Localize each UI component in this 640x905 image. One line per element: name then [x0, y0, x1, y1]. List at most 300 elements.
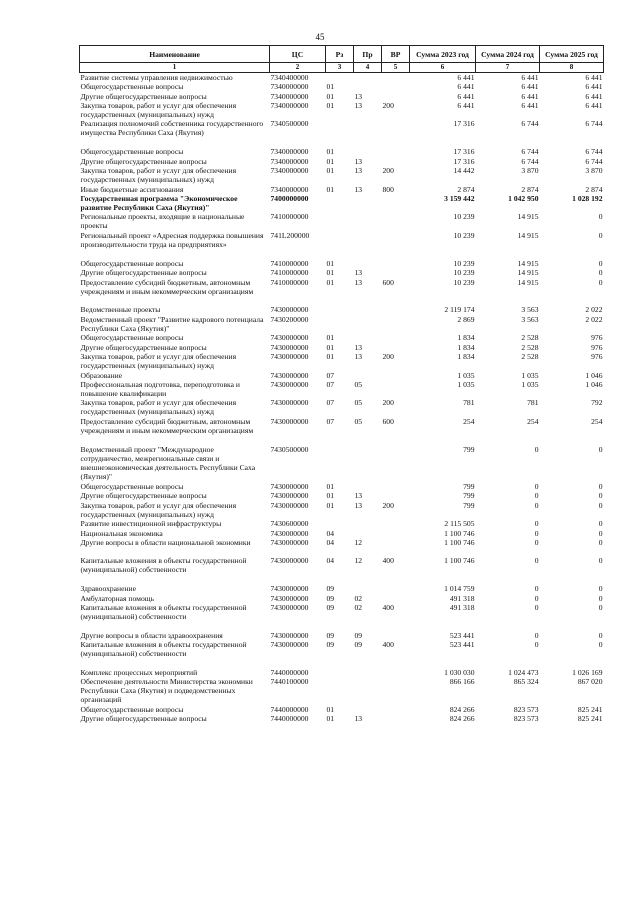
col-number: 4: [354, 63, 382, 73]
row-sum-2024: 0: [534, 519, 539, 529]
row-pr-code: [354, 668, 382, 677]
row-sum-2025: 0: [598, 258, 603, 268]
table-row: [80, 147, 604, 156]
row-name: Закупка товаров, работ и услуг для обеспечения государственных (муниципальных) нужд: [80, 398, 237, 417]
row-pr-code: [354, 482, 382, 491]
row-cs-code: 7430000000: [270, 416, 309, 426]
row-sum-2025: 6 441: [585, 82, 603, 92]
row-sum-2023: 1 014 759: [444, 584, 475, 594]
row-sum-2025: 0: [598, 277, 603, 287]
row-rz-code: 07: [326, 416, 335, 426]
row-pr-code: 12: [354, 537, 363, 547]
row-vr-code: [382, 194, 410, 213]
row-cs-code: 7440000000: [270, 714, 309, 724]
row-vr-code: [382, 529, 410, 538]
row-pr-code: [354, 305, 382, 314]
row-sum-2023: 1 100 746: [444, 537, 475, 547]
row-name: Иные бюджетные ассигнования: [80, 184, 184, 194]
row-rz-code: [326, 315, 354, 334]
row-cs-code: 7340000000: [270, 91, 309, 101]
row-name: Образование: [80, 370, 123, 380]
budget-table: [79, 45, 604, 724]
row-vr-code: 400: [382, 556, 394, 566]
table-row: [80, 482, 604, 491]
row-sum-2023: 10 239: [453, 231, 475, 241]
row-cs-code: 7430000000: [270, 500, 309, 510]
row-sum-2025: 0: [598, 584, 603, 594]
row-vr-code: [382, 119, 410, 147]
row-pr-code: 09: [354, 630, 363, 640]
row-sum-2024: 2 528: [521, 351, 539, 361]
table-row: [80, 343, 604, 352]
row-rz-code: 01: [326, 184, 335, 194]
row-pr-code: [354, 315, 382, 334]
row-sum-2023: 2 115 505: [444, 519, 475, 529]
row-sum-2024: 3 870: [521, 165, 539, 175]
row-sum-2023: 3 159 442: [444, 193, 475, 203]
spacer-row: [80, 436, 604, 445]
row-sum-2024: 3 563: [521, 305, 539, 315]
row-name: Ведомственный проект "Развитие кадрового потенциала Республики Саха (Якутия)": [80, 314, 264, 333]
row-sum-2023: 1 035: [457, 379, 475, 389]
spacer-cell: [80, 575, 604, 584]
row-pr-code: [354, 212, 382, 231]
row-sum-2023: 17 316: [453, 119, 475, 129]
table-row: [80, 584, 604, 593]
row-sum-2024: 1 035: [521, 370, 539, 380]
row-cs-code: 7430000000: [270, 602, 309, 612]
row-rz-code: 01: [326, 342, 335, 352]
row-rz-code: 09: [326, 630, 335, 640]
row-cs-code: 7430000000: [270, 379, 309, 389]
row-pr-code: 05: [354, 379, 363, 389]
row-pr-code: 13: [354, 714, 363, 724]
row-name: Ведомственные проекты: [80, 305, 161, 315]
row-sum-2025: 1 028 192: [572, 193, 603, 203]
row-pr-code: 05: [354, 416, 363, 426]
row-sum-2024: 14 915: [517, 277, 539, 287]
row-rz-code: 01: [326, 100, 335, 110]
row-pr-code: 12: [354, 556, 363, 566]
table-row: [80, 259, 604, 268]
row-sum-2024: 6 441: [521, 100, 539, 110]
row-cs-code: 7430000000: [270, 333, 309, 343]
page-number: 45: [315, 32, 325, 42]
table-row: [80, 73, 604, 83]
row-vr-code: 800: [382, 184, 394, 194]
row-name: Амбулаторная помощь: [80, 593, 155, 603]
row-sum-2025: 0: [598, 537, 603, 547]
row-pr-code: 13: [354, 500, 363, 510]
col-header-rz: Рз: [326, 46, 354, 63]
row-sum-2025: 0: [598, 444, 603, 454]
row-cs-code: 7430000000: [270, 630, 309, 640]
row-cs-code: 7430000000: [270, 528, 309, 538]
row-sum-2023: 2 869: [457, 314, 475, 324]
row-sum-2024: 0: [534, 630, 539, 640]
row-name: Обеспечение деятельности Министерства экономики Республики Саха (Якутия) и подведомственных организаций: [80, 677, 253, 705]
row-vr-code: 200: [382, 500, 394, 510]
table-row: [80, 640, 604, 659]
row-pr-code: [354, 333, 382, 342]
table-row: [80, 92, 604, 101]
row-cs-code: 7430000000: [270, 537, 309, 547]
row-sum-2023: 799: [463, 482, 475, 492]
row-sum-2025: 976: [591, 333, 603, 343]
row-sum-2024: 0: [534, 491, 539, 501]
row-name: Государственная программа "Экономическое развитие Республики Саха (Якутия)": [80, 193, 238, 212]
col-number: 1: [80, 63, 270, 73]
row-vr-code: 600: [382, 277, 394, 287]
row-sum-2023: 781: [463, 398, 475, 408]
table-row: [80, 278, 604, 297]
row-pr-code: [354, 371, 382, 380]
row-sum-2025: 0: [598, 630, 603, 640]
table-body: [80, 73, 604, 724]
row-sum-2023: 10 239: [453, 268, 475, 278]
row-sum-2025: 0: [598, 482, 603, 492]
row-cs-code: 7430000000: [270, 370, 309, 380]
row-pr-code: [354, 519, 382, 528]
row-sum-2024: 6 441: [521, 82, 539, 92]
row-sum-2025: 0: [598, 519, 603, 529]
row-pr-code: 13: [354, 91, 363, 101]
row-rz-code: 09: [326, 584, 335, 594]
spacer-cell: [80, 547, 604, 556]
row-sum-2024: 0: [534, 584, 539, 594]
row-vr-code: 600: [382, 416, 394, 426]
row-vr-code: [382, 259, 410, 268]
row-pr-code: [354, 259, 382, 268]
row-sum-2024: 0: [534, 640, 539, 650]
row-pr-code: 13: [354, 184, 363, 194]
spacer-row: [80, 622, 604, 631]
row-vr-code: [382, 538, 410, 547]
row-pr-code: [354, 445, 382, 482]
row-sum-2025: 0: [598, 268, 603, 278]
row-name: Закупка товаров, работ и услуг для обеспечения государственных (муниципальных) нужд: [80, 100, 237, 119]
row-sum-2025: 6 744: [585, 156, 603, 166]
table-row: [80, 82, 604, 91]
table-row: [80, 231, 604, 259]
table-row: [80, 491, 604, 500]
row-sum-2025: 976: [591, 342, 603, 352]
row-cs-code: 7410000000: [270, 212, 309, 222]
row-name: Общегосударственные вопросы: [80, 482, 184, 492]
row-pr-code: [354, 529, 382, 538]
row-rz-code: 01: [326, 156, 335, 166]
row-sum-2025: 0: [598, 528, 603, 538]
row-sum-2023: 491 318: [449, 602, 475, 612]
row-vr-code: [382, 482, 410, 491]
row-name: Предоставление субсидий бюджетным, автономным учреждениям и иным некоммерческим организациям: [80, 277, 254, 296]
spacer-row: [80, 575, 604, 584]
table-row: [80, 668, 604, 677]
row-vr-code: [382, 212, 410, 231]
col-number: 2: [270, 63, 326, 73]
row-cs-code: 7340000000: [270, 165, 309, 175]
row-sum-2023: 523 441: [449, 640, 475, 650]
row-vr-code: [382, 491, 410, 500]
row-cs-code: 7430000000: [270, 556, 309, 566]
row-sum-2023: 491 318: [449, 593, 475, 603]
row-vr-code: [382, 73, 410, 83]
row-sum-2025: 0: [598, 593, 603, 603]
row-sum-2023: 6 441: [457, 73, 475, 82]
row-rz-code: 09: [326, 593, 335, 603]
spacer-cell: [80, 296, 604, 305]
row-sum-2023: 10 239: [453, 258, 475, 268]
row-cs-code: 7410000000: [270, 258, 309, 268]
col-header-sum-2024: Сумма 2024 год: [476, 46, 540, 63]
row-rz-code: [326, 194, 354, 213]
row-sum-2025: 0: [598, 212, 603, 222]
col-header-cs: ЦС: [270, 46, 326, 63]
row-rz-code: 01: [326, 258, 335, 268]
table-row: [80, 631, 604, 640]
row-pr-code: 13: [354, 342, 363, 352]
col-number: 6: [410, 63, 476, 73]
table-row: [80, 305, 604, 314]
table-row: [80, 603, 604, 622]
table-row: [80, 594, 604, 603]
row-sum-2024: 6 744: [521, 147, 539, 157]
row-name: Другие общегосударственные вопросы: [80, 491, 207, 501]
row-sum-2024: 254: [527, 416, 539, 426]
table-row: [80, 705, 604, 714]
row-vr-code: [382, 584, 410, 593]
row-name: Другие общегосударственные вопросы: [80, 342, 207, 352]
row-sum-2023: 1 100 746: [444, 556, 475, 566]
row-sum-2025: 0: [598, 491, 603, 501]
row-sum-2024: 14 915: [517, 268, 539, 278]
row-cs-code: 7440100000: [270, 677, 309, 687]
row-sum-2024: 1 035: [521, 379, 539, 389]
table-row: [80, 529, 604, 538]
row-sum-2023: 1 030 030: [444, 668, 475, 677]
row-rz-code: 04: [326, 556, 335, 566]
row-sum-2023: 824 266: [449, 714, 475, 724]
row-sum-2023: 2 874: [457, 184, 475, 194]
row-cs-code: 7430000000: [270, 640, 309, 650]
row-sum-2023: 866 166: [449, 677, 475, 687]
row-vr-code: [382, 594, 410, 603]
row-cs-code: 7340000000: [270, 184, 309, 194]
row-cs-code: 7340500000: [270, 119, 309, 129]
row-vr-code: [382, 231, 410, 259]
table-row: [80, 445, 604, 482]
row-sum-2024: 14 915: [517, 231, 539, 241]
row-sum-2023: 1 100 746: [444, 528, 475, 538]
row-name: Другие вопросы в области национальной экономики: [80, 537, 251, 547]
row-vr-code: 200: [382, 398, 394, 408]
row-vr-code: [382, 445, 410, 482]
row-name: Другие общегосударственные вопросы: [80, 156, 207, 166]
row-sum-2025: 0: [598, 602, 603, 612]
table-row: [80, 119, 604, 147]
row-sum-2023: 6 441: [457, 91, 475, 101]
row-cs-code: 7340000000: [270, 147, 309, 157]
spacer-cell: [80, 659, 604, 668]
row-sum-2024: 823 573: [513, 705, 539, 715]
row-sum-2024: 3 563: [521, 314, 539, 324]
row-rz-code: [326, 73, 354, 83]
row-name: Комплекс процессных мероприятий: [80, 668, 198, 677]
row-sum-2024: 6 441: [521, 91, 539, 101]
row-vr-code: [382, 343, 410, 352]
row-pr-code: [354, 231, 382, 259]
row-pr-code: [354, 119, 382, 147]
row-sum-2024: 2 874: [521, 184, 539, 194]
col-number: 7: [476, 63, 540, 73]
table-row: [80, 380, 604, 399]
row-rz-code: 01: [326, 500, 335, 510]
row-sum-2025: 867 020: [577, 677, 603, 687]
col-header-sum-2025: Сумма 2025 год: [540, 46, 604, 63]
row-sum-2023: 799: [463, 491, 475, 501]
row-rz-code: [326, 519, 354, 528]
row-rz-code: 07: [326, 370, 335, 380]
col-header-pr: Пр: [354, 46, 382, 63]
row-vr-code: [382, 82, 410, 91]
row-sum-2024: 14 915: [517, 212, 539, 222]
spacer-row: [80, 659, 604, 668]
row-name: Общегосударственные вопросы: [80, 705, 184, 715]
row-sum-2024: 0: [534, 537, 539, 547]
row-name: Профессиональная подготовка, переподготовка и повышение квалификации: [80, 379, 240, 398]
row-name: Здравоохранение: [80, 584, 136, 594]
row-pr-code: 13: [354, 268, 363, 278]
row-name: Общегосударственные вопросы: [80, 82, 184, 92]
row-sum-2024: 0: [534, 482, 539, 492]
table-row: [80, 417, 604, 436]
table-row: [80, 315, 604, 334]
col-number: 8: [540, 63, 604, 73]
row-sum-2025: 6 441: [585, 73, 603, 82]
row-name: Другие общегосударственные вопросы: [80, 714, 207, 724]
row-name: Реализация полномочий собственника государственного имущества Республики Саха (Якутия): [80, 119, 264, 138]
row-rz-code: 07: [326, 379, 335, 389]
row-sum-2023: 824 266: [449, 705, 475, 715]
table-row: [80, 268, 604, 277]
row-vr-code: 200: [382, 100, 394, 110]
row-sum-2023: 799: [463, 500, 475, 510]
row-sum-2024: 0: [534, 444, 539, 454]
row-pr-code: 13: [354, 491, 363, 501]
table-row: [80, 538, 604, 547]
row-cs-code: 7430500000: [270, 444, 309, 454]
row-rz-code: 01: [326, 82, 335, 92]
row-cs-code: 7340400000: [270, 73, 309, 82]
spacer-cell: [80, 436, 604, 445]
row-name: Общегосударственные вопросы: [80, 333, 184, 343]
row-rz-code: 01: [326, 705, 335, 715]
row-name: Другие вопросы в области здравоохранения: [80, 630, 223, 640]
row-sum-2023: 2 119 174: [444, 305, 475, 315]
row-sum-2024: 865 324: [513, 677, 539, 687]
row-rz-code: 01: [326, 165, 335, 175]
row-sum-2023: 1 035: [457, 370, 475, 380]
row-pr-code: [354, 82, 382, 91]
row-sum-2025: 6 441: [585, 91, 603, 101]
row-cs-code: 7430000000: [270, 398, 309, 408]
row-cs-code: 7430600000: [270, 519, 309, 529]
table-row: [80, 194, 604, 213]
row-rz-code: 01: [326, 333, 335, 343]
row-cs-code: 7440000000: [270, 668, 309, 677]
row-vr-code: [382, 705, 410, 714]
table-row: [80, 185, 604, 194]
row-rz-code: [326, 668, 354, 677]
row-pr-code: 13: [354, 277, 363, 287]
row-vr-code: [382, 668, 410, 677]
col-number: 5: [382, 63, 410, 73]
row-sum-2023: 17 316: [453, 156, 475, 166]
row-name: Развитие инвестиционной инфраструктуры: [80, 519, 222, 529]
row-name: Региональный проект «Адресная поддержка повышения производительности труда на предприятиях»: [80, 231, 264, 250]
row-vr-code: [382, 714, 410, 723]
row-sum-2024: 6 441: [521, 73, 539, 82]
row-sum-2024: 0: [534, 602, 539, 612]
spacer-row: [80, 547, 604, 556]
row-name: Капитальные вложения в объекты государственной (муниципальной) собственности: [80, 640, 247, 659]
row-cs-code: 7430200000: [270, 314, 309, 324]
row-sum-2025: 254: [591, 416, 603, 426]
row-sum-2024: 0: [534, 556, 539, 566]
row-rz-code: 01: [326, 351, 335, 361]
row-sum-2024: 2 528: [521, 333, 539, 343]
row-rz-code: 09: [326, 602, 335, 612]
row-sum-2023: 6 441: [457, 82, 475, 92]
row-cs-code: 7340000000: [270, 100, 309, 110]
row-name: Общегосударственные вопросы: [80, 147, 184, 157]
row-name: Региональные проекты, входящие в национальные проекты: [80, 212, 245, 231]
table-row: [80, 166, 604, 185]
table-row: [80, 519, 604, 528]
table-row: [80, 371, 604, 380]
row-vr-code: [382, 92, 410, 101]
row-cs-code: 7430000000: [270, 342, 309, 352]
row-sum-2025: 6 744: [585, 147, 603, 157]
row-sum-2023: 14 442: [453, 165, 475, 175]
row-pr-code: [354, 147, 382, 156]
row-sum-2024: 0: [534, 593, 539, 603]
row-cs-code: 7430000000: [270, 351, 309, 361]
row-sum-2025: 792: [591, 398, 603, 408]
table-row: [80, 556, 604, 575]
row-name: Закупка товаров, работ и услуг для обеспечения государственных (муниципальных) нужд: [80, 500, 237, 519]
row-pr-code: 02: [354, 593, 363, 603]
row-sum-2023: 254: [463, 416, 475, 426]
row-vr-code: [382, 315, 410, 334]
row-sum-2025: 825 241: [577, 705, 603, 715]
row-rz-code: [326, 231, 354, 259]
row-name: Ведомственный проект "Международное сотрудничество, межрегиональные связи и внешнеэкономическая деятельность Республики Саха (Якутия)": [80, 444, 256, 481]
row-sum-2024: 1 042 950: [508, 193, 539, 203]
row-rz-code: 01: [326, 268, 335, 278]
row-rz-code: 01: [326, 491, 335, 501]
row-vr-code: [382, 631, 410, 640]
table-row: [80, 677, 604, 705]
row-pr-code: 05: [354, 398, 363, 408]
table-row: [80, 212, 604, 231]
row-sum-2024: 0: [534, 500, 539, 510]
row-cs-code: 741L200000: [270, 231, 310, 241]
table-row: [80, 398, 604, 417]
row-sum-2024: 6 744: [521, 156, 539, 166]
row-rz-code: 09: [326, 640, 335, 650]
table-row: [80, 501, 604, 520]
